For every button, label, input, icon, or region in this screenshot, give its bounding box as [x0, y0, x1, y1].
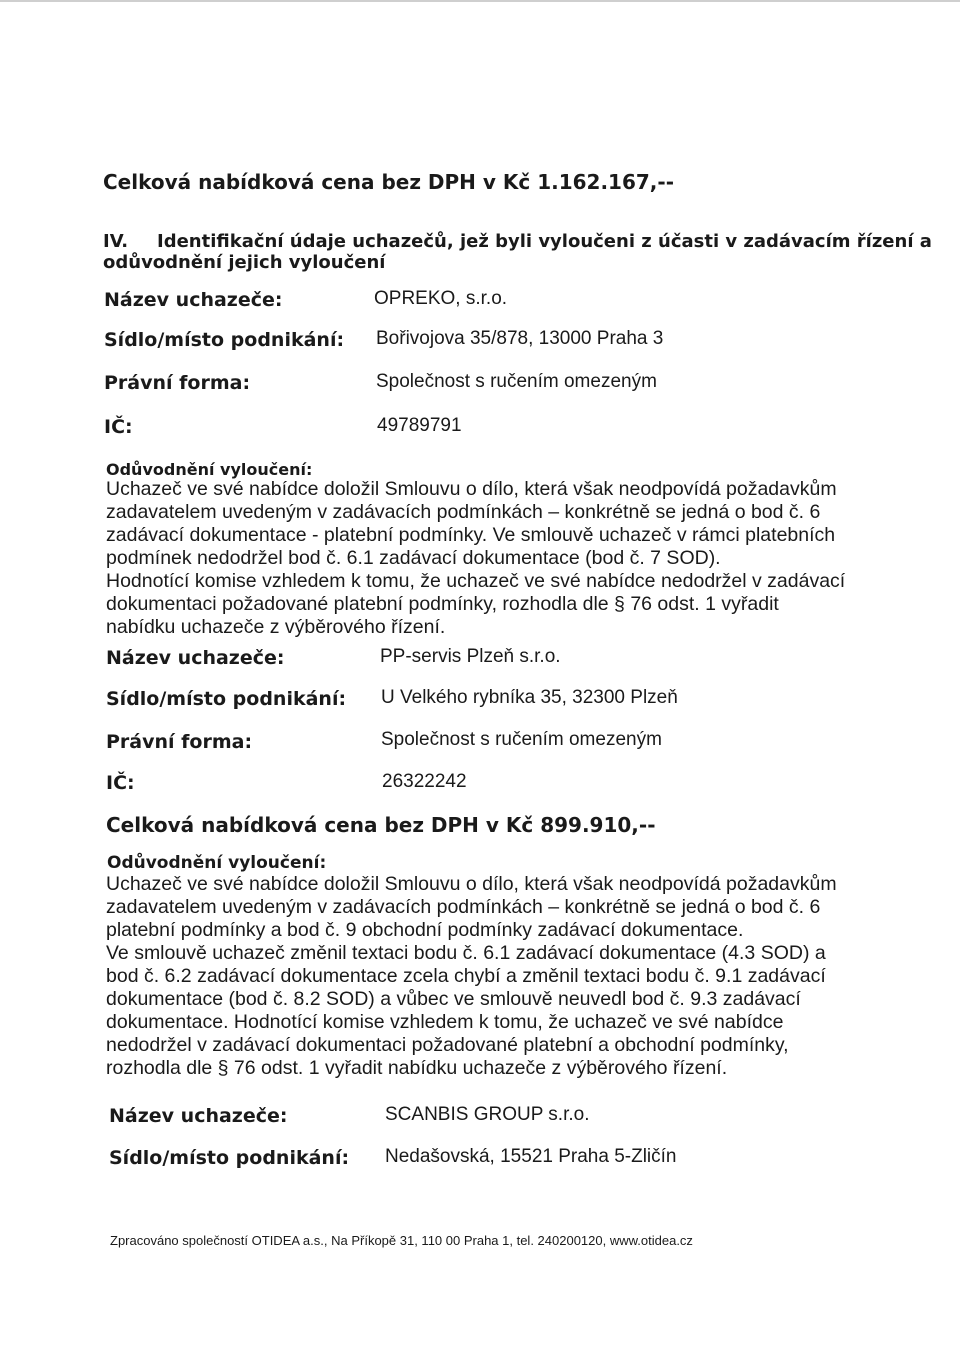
justification-line: nabídku uchazeče z výběrového řízení. — [106, 616, 446, 638]
justification-line: dokumentaci požadované platební podmínky, rozhodla dle § 76 odst. 1 vyřadit — [106, 593, 779, 615]
justification-line: podmínek nedodržel bod č. 6.1 zadávací dokumentace (bod č. 7 SOD). — [106, 547, 721, 569]
bidder3-name-label: Název uchazeče: — [109, 1105, 288, 1127]
section-title-line1: Identifikační údaje uchazečů, jež byli vyloučeni z účasti v zadávacím řízení a — [157, 231, 932, 252]
bidder3-seat: Nedašovská, 15521 Praha 5-Zličín — [385, 1146, 677, 1167]
justification-line: zadavatelem uvedeným v zadávacích podmínkách – konkrétně se jedná o bod č. 6 — [106, 896, 821, 918]
bidder1-ic-label: IČ: — [104, 416, 133, 438]
justification-line: Ve smlouvě uchazeč změnil textaci bodu č. 6.1 zadávací dokumentace (4.3 SOD) a — [106, 942, 826, 964]
justification-line: nedodržel v zadávací dokumentaci požadované platební a obchodní podmínky, — [106, 1034, 789, 1056]
bidder1-justification-label: Odůvodnění vyloučení: — [106, 460, 313, 479]
justification-line: zadávací dokumentace - platební podmínky. Ve smlouvě uchazeč v rámci platebních — [106, 524, 836, 546]
bidder1-legal-form: Společnost s ručením omezeným — [376, 371, 657, 392]
justification-line: dokumentace (bod č. 8.2 SOD) a vůbec ve smlouvě neuvedl bod č. 9.3 zadávací — [106, 988, 801, 1010]
scan-edge-line — [0, 0, 960, 2]
bidder2-legal-form-label: Právní forma: — [106, 731, 253, 753]
justification-line: Hodnotící komise vzhledem k tomu, že uchazeč ve své nabídce nedodržel v zadávací — [106, 570, 846, 592]
justification-line: bod č. 6.2 zadávací dokumentace zcela chybí a změnil textaci bodu č. 9.1 zadávací — [106, 965, 826, 987]
bidder2-name-label: Název uchazeče: — [106, 647, 285, 669]
justification-line: Uchazeč ve své nabídce doložil Smlouvu o dílo, která však neodpovídá požadavkům — [106, 873, 837, 895]
justification-line: Uchazeč ve své nabídce doložil Smlouvu o dílo, která však neodpovídá požadavkům — [106, 478, 837, 500]
bidder2-total-price: Celková nabídková cena bez DPH v Kč 899.910,-- — [106, 813, 656, 837]
bidder2-ic: 26322242 — [382, 771, 467, 792]
bidder1-seat: Bořivojova 35/878, 13000 Praha 3 — [376, 328, 664, 349]
bidder2-justification-label: Odůvodnění vyloučení: — [107, 853, 327, 873]
total-price-previous: Celková nabídková cena bez DPH v Kč 1.162.167,-- — [103, 170, 675, 194]
bidder3-seat-label: Sídlo/místo podnikání: — [109, 1147, 350, 1169]
bidder1-legal-form-label: Právní forma: — [104, 372, 251, 394]
bidder1-ic: 49789791 — [377, 415, 462, 436]
bidder2-seat: U Velkého rybníka 35, 32300 Plzeň — [381, 687, 678, 708]
bidder2-name: PP-servis Plzeň s.r.o. — [380, 646, 561, 667]
bidder1-name-label: Název uchazeče: — [104, 289, 283, 311]
justification-line: dokumentace. Hodnotící komise vzhledem k tomu, že uchazeč ve své nabídce — [106, 1011, 784, 1033]
bidder2-justification — [106, 873, 837, 1080]
bidder2-legal-form: Společnost s ručením omezeným — [381, 729, 662, 750]
bidder2-seat-label: Sídlo/místo podnikání: — [106, 688, 347, 710]
bidder2-ic-label: IČ: — [106, 772, 135, 794]
footer-text: Zpracováno společností OTIDEA a.s., Na Příkopě 31, 110 00 Praha 1, tel. 240200120, www.otidea.cz — [110, 1233, 693, 1248]
bidder3-name: SCANBIS GROUP s.r.o. — [385, 1104, 590, 1125]
section-title-line2: odůvodnění jejich vyloučení — [103, 252, 386, 273]
justification-line: platební podmínky a bod č. 9 obchodní podmínky zadávací dokumentace. — [106, 919, 744, 941]
bidder1-name: OPREKO, s.r.o. — [374, 288, 508, 309]
bidder1-seat-label: Sídlo/místo podnikání: — [104, 329, 345, 351]
section-number: IV. — [103, 231, 129, 252]
justification-line: rozhodla dle § 76 odst. 1 vyřadit nabídku uchazeče z výběrového řízení. — [106, 1057, 728, 1079]
justification-line: zadavatelem uvedeným v zadávacích podmínkách – konkrétně se jedná o bod č. 6 — [106, 501, 821, 523]
bidder1-justification — [106, 478, 845, 639]
